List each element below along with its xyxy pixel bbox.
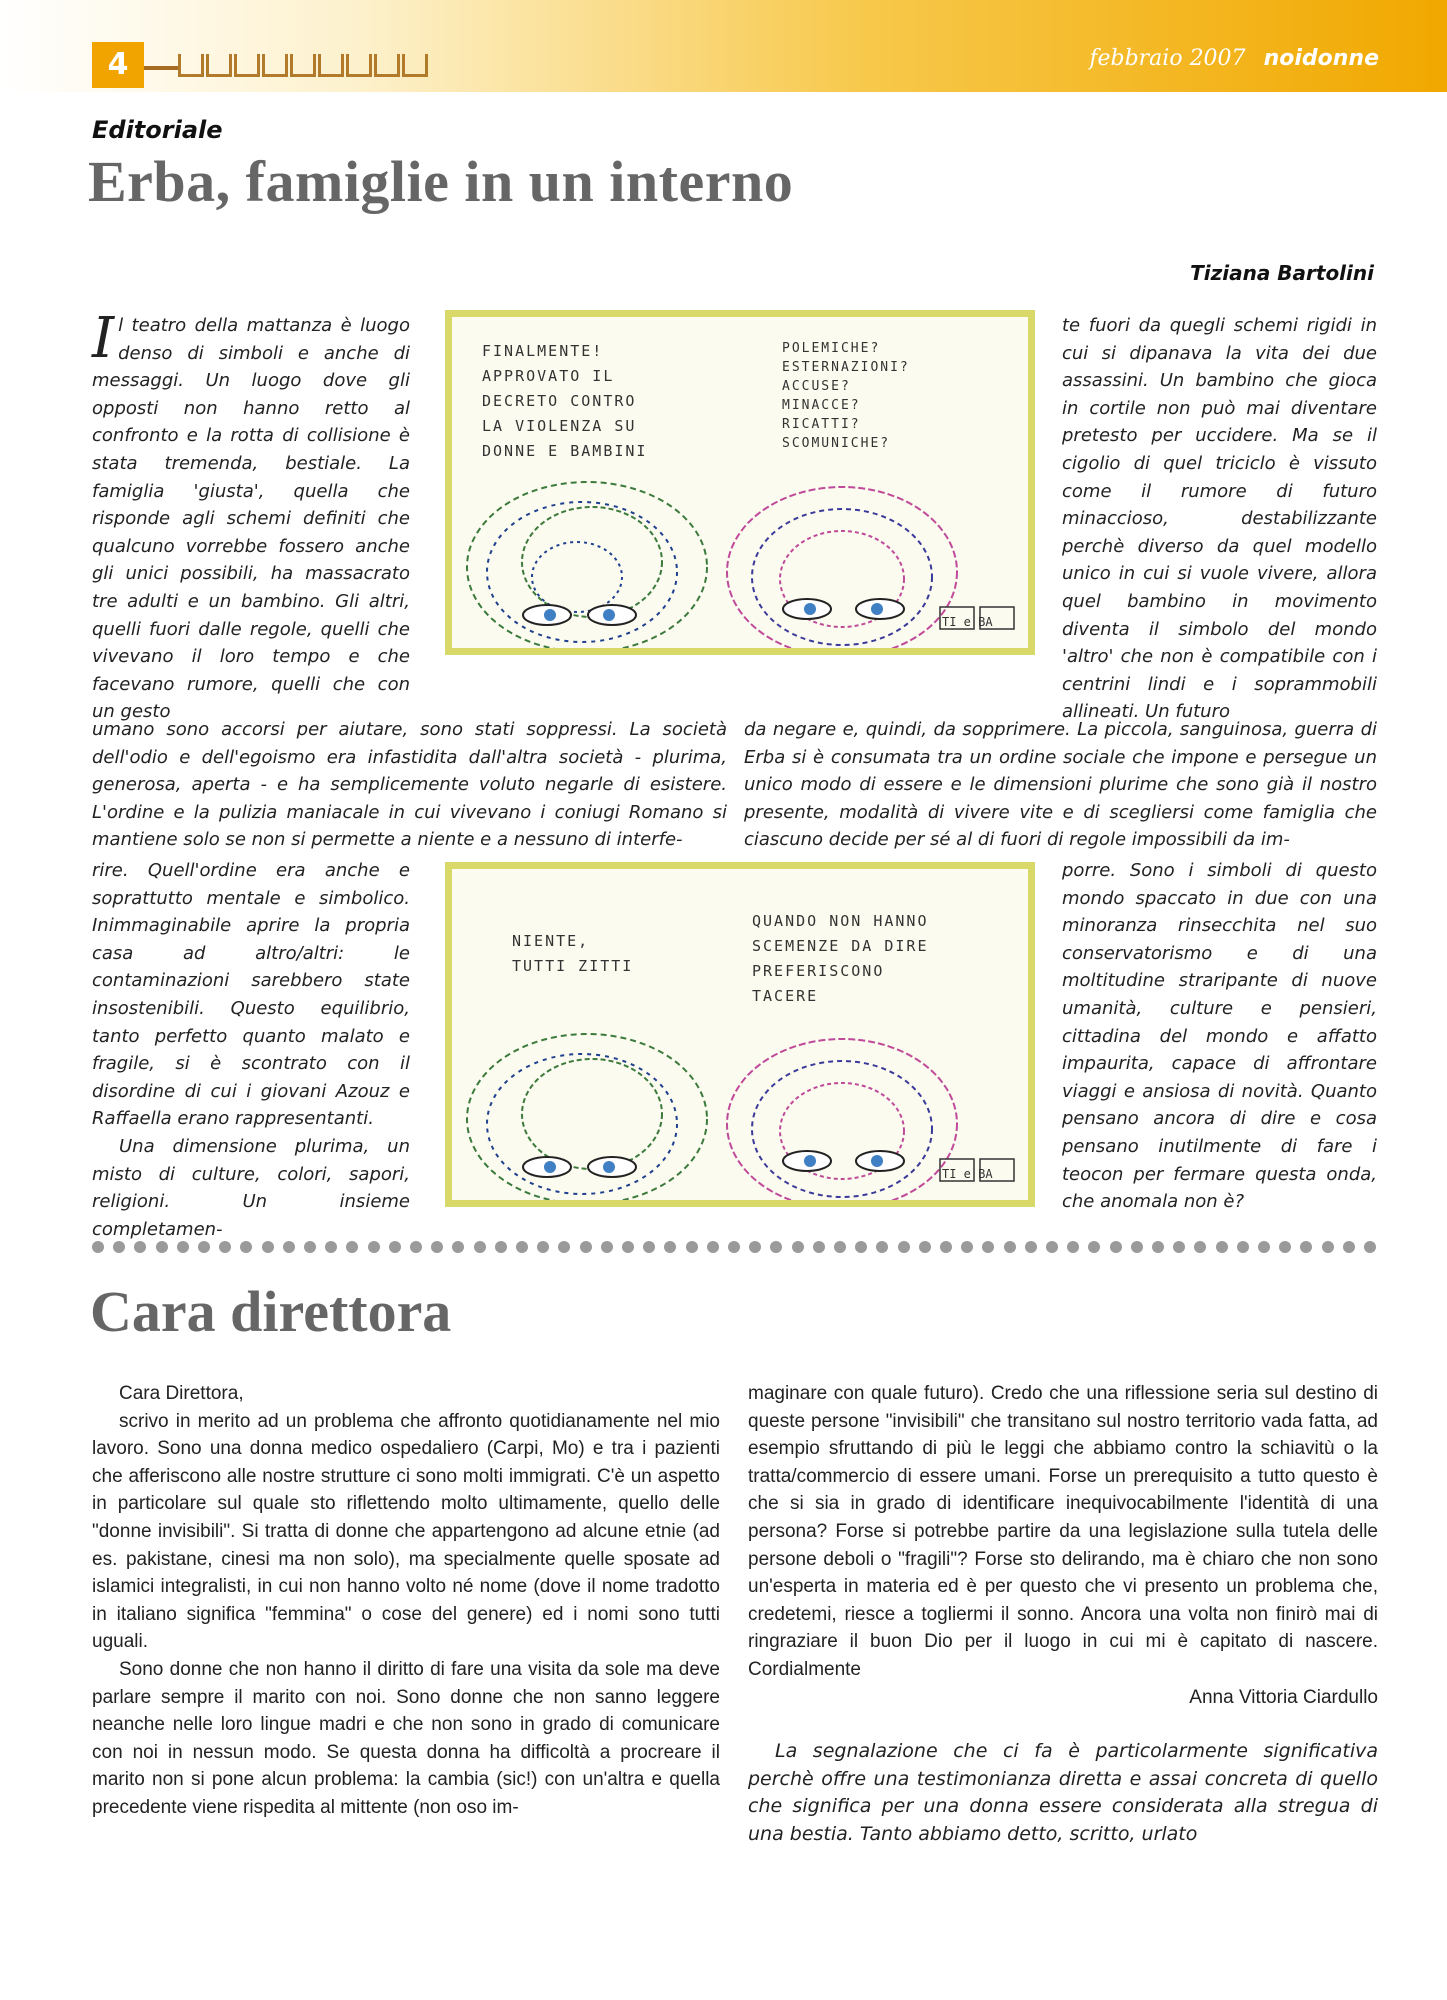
cartoon-1-right-text: POLEMICHE? ESTERNAZIONI? ACCUSE? MINACCE? RICATTI? SCOMUNICHE?	[782, 341, 910, 451]
divider-dot	[1131, 1241, 1143, 1253]
divider-dot	[919, 1241, 931, 1253]
divider-dot	[1025, 1241, 1037, 1253]
divider-dot	[792, 1241, 804, 1253]
divider-dot	[516, 1241, 528, 1253]
decorative-square-icon	[234, 54, 260, 77]
divider-dot	[1258, 1241, 1270, 1253]
decorative-square-icon	[318, 54, 344, 77]
divider-dot	[1300, 1241, 1312, 1253]
divider-dot	[1322, 1241, 1334, 1253]
divider-dot	[898, 1241, 910, 1253]
divider-dot	[1237, 1241, 1249, 1253]
cartoon-1-left-text: FINALMENTE! APPROVATO IL DECRETO CONTRO LA VIOLENZA SU DONNE E BAMBINI	[482, 342, 648, 460]
decorative-square-icon	[290, 54, 316, 77]
divider-dot	[707, 1241, 719, 1253]
editorial-author: Tiziana Bartolini	[1190, 261, 1374, 285]
editorial-title: Erba, famiglie in un interno	[88, 149, 794, 214]
divider-dot	[537, 1241, 549, 1253]
divider-dot	[558, 1241, 570, 1253]
paragraph: porre. Sono i simboli di questo mondo spaccato in due con una minoranza rinsecchita nel suo conservatorismo e di una moltitudine straripante di nuove umanità, culture e pensieri, cittadina del mondo e affatto impaurita, capace di affrontare viaggi e ansiosa di novità. Quanto pensano ancora di dire e cosa pensano inutilmente di fare i teocon per fermare questa onda, che anomala non è?	[1062, 860, 1377, 1213]
decorative-square-icon	[402, 54, 428, 77]
spacer	[748, 1711, 1378, 1738]
divider-dot	[198, 1241, 210, 1253]
divider-dot	[240, 1241, 252, 1253]
divider-dot	[601, 1241, 613, 1253]
divider-dot	[770, 1241, 782, 1253]
divider-dot	[113, 1241, 125, 1253]
divider-dot	[1152, 1241, 1164, 1253]
cartoon-2-right-text: QUANDO NON HANNO SCEMENZE DA DIRE PREFERISCONO TACERE	[752, 912, 929, 1005]
divider-dot	[686, 1241, 698, 1253]
divider-dot	[961, 1241, 973, 1253]
divider-dot	[368, 1241, 380, 1253]
cartoon-illustration	[452, 869, 1028, 1200]
paragraph: umano sono accorsi per aiutare, sono stati soppressi. La società dell'odio e dell'egoismo era infastidita dall'altra società - plurima, generosa, aperta - e ha semplicemente voluto negarle di esistere. L'ordine e la pulizia maniacale in cui vivevano i coniugi Romano si mantiene solo se non si permette a niente e a nessuno di interfe-	[92, 719, 727, 851]
divider-dot	[495, 1241, 507, 1253]
paragraph: Sono donne che non hanno il diritto di fare una visita da sole ma deve parlare sempre il marito con noi. Sono donne che non sanno leggere neanche nelle loro lingue madri e che non sono in grado di comunicare con noi in nessun modo. Se questa donna ha difficoltà a procreare il marito non si pone alcun problema: la cambia (sic!) con un'altra e quella precedente viene rispedita al mittente (non oso im-	[92, 1658, 720, 1818]
section-kicker: Editoriale	[92, 116, 223, 144]
divider-dot	[346, 1241, 358, 1253]
divider-dot	[389, 1241, 401, 1253]
divider-dot	[834, 1241, 846, 1253]
divider-dot	[410, 1241, 422, 1253]
paragraph: te fuori da quegli schemi rigidi in cui si dipanava la vita dei due assassini. Un bambino che gioca in cortile non può mai diventare pretesto per uccidere. Ma se il cigolio di quel triciclo è vissuto come il rumore di futuro minaccioso, destabilizzante perchè diverso da quel modello unico in cui si vuole vivere, allora quel bambino in movimento diventa il simbolo del mondo 'altro' che non è compatibile con i centrini lindi e i soprammobili allineati. Un futuro	[1062, 315, 1377, 723]
divider-dot	[92, 1241, 104, 1253]
header-brand: noidonne	[1263, 46, 1379, 71]
divider-dot	[156, 1241, 168, 1253]
divider-dot	[813, 1241, 825, 1253]
header-date: febbraio 2007	[1089, 46, 1246, 71]
divider-dot	[1216, 1241, 1228, 1253]
cartoon-2-signature: TI e BA	[942, 1167, 993, 1181]
header-rule	[144, 66, 178, 70]
divider-dot	[262, 1241, 274, 1253]
divider-dot	[622, 1241, 634, 1253]
paragraph: Una dimensione plurima, un misto di culture, colori, sapori, religioni. Un insieme completamen-	[92, 1135, 410, 1240]
divider-dot	[219, 1241, 231, 1253]
decorative-square-icon	[346, 54, 372, 77]
editorial-column-right-1	[1062, 312, 1377, 726]
divider-dot	[134, 1241, 146, 1253]
divider-dot	[855, 1241, 867, 1253]
divider-dot	[474, 1241, 486, 1253]
divider-dot	[177, 1241, 189, 1253]
divider-dot	[1279, 1241, 1291, 1253]
divider-dot	[452, 1241, 464, 1253]
divider-dot	[876, 1241, 888, 1253]
dotted-divider	[92, 1241, 1392, 1255]
letter-column-right	[748, 1380, 1378, 1849]
divider-dot	[1343, 1241, 1355, 1253]
cartoon-1-signature: TI e BA	[942, 615, 993, 629]
paragraph: l teatro della mattanza è luogo denso di simboli e anche di messaggi. Un luogo dove gli opposti non hanno retto al confronto e la rotta di collisione è stata tremenda, bestiale. La famiglia 'giusta', quella che risponde agli schemi definiti che qualcuno vorrebbe fossero anche gli unici possibili, ha massacrato tre adulti e un bambino. Gli altri, quelli fuori dalle regole, quelli che vivevano il loro tempo e che facevano rumore, quelli che con un gesto	[92, 315, 410, 723]
letter-signature: Anna Vittoria Ciardullo	[1189, 1686, 1378, 1708]
paragraph: rire. Quell'ordine era anche e soprattutto mentale e simbolico. Inimmaginabile aprire la propria casa ad altro/altri: le contaminazioni sarebbero state insostenibili. Questo equilibrio, tanto perfetto quanto malato e fragile, si è scontrato con il disordine di cui i giovani Azouz e Raffaella erano rappresentanti.	[92, 860, 410, 1130]
divider-dot	[283, 1241, 295, 1253]
letter-title: Cara direttora	[90, 1279, 452, 1344]
decorative-square-icon	[262, 54, 288, 77]
divider-dot	[1004, 1241, 1016, 1253]
divider-dot	[664, 1241, 676, 1253]
divider-dot	[1110, 1241, 1122, 1253]
divider-dot	[749, 1241, 761, 1253]
divider-dot	[982, 1241, 994, 1253]
divider-dot	[431, 1241, 443, 1253]
header-issue	[1089, 46, 1379, 71]
editorial-column-left-2	[92, 857, 410, 1243]
decorative-square-icon	[374, 54, 400, 77]
editorial-wide-right	[744, 716, 1377, 854]
divider-dot	[940, 1241, 952, 1253]
editor-reply: La segnalazione che ci fa è particolarmente significativa perchè offre una testimonianza diretta e assai concreta di quello che significa per una donna essere considerata alla stregua di una bestia. Tanto abbiamo detto, scritto, urlato	[748, 1740, 1378, 1845]
divider-dot	[1194, 1241, 1206, 1253]
divider-dot	[728, 1241, 740, 1253]
cartoon-2	[445, 862, 1035, 1207]
letter-column-left	[92, 1380, 720, 1822]
divider-dot	[1088, 1241, 1100, 1253]
divider-dot	[643, 1241, 655, 1253]
drop-cap: I	[92, 306, 115, 371]
cartoon-1	[445, 310, 1035, 655]
divider-dot	[1046, 1241, 1058, 1253]
editorial-wide-left	[92, 716, 727, 854]
paragraph: maginare con quale futuro). Credo che una riflessione seria sul destino di queste persone "invisibili" che transitano sul nostro territorio vada fatta, ad esempio sfruttando di più le leggi che abbiamo contro la schiavitù o la tratta/commercio di essere umani. Forse un prerequisito a tutto questo è che si sia in grado di identificare inequivocabilmente l'identità di una persona? Forse si potrebbe partire da una legislazione sulla tutela delle persone deboli o "fragili"? Forse sto delirando, ma è chiaro che non sono un'esperta in materia ed è per questo che vi presento un problema che, credetemi, riesce a togliermi il sonno. Ancora una volta non finirò mai di ringraziare il buon Dio per il luogo in cui mi è capitato di nascere. Cordialmente	[748, 1383, 1378, 1680]
page-number: 4	[92, 42, 144, 88]
divider-dot	[1067, 1241, 1079, 1253]
decorative-square-icon	[178, 54, 204, 77]
editorial-column-right-2	[1062, 857, 1377, 1216]
divider-dot	[304, 1241, 316, 1253]
cartoon-2-left-text: NIENTE, TUTTI ZITTI	[512, 932, 634, 975]
divider-dot	[1364, 1241, 1376, 1253]
decorative-square-icon	[206, 54, 232, 77]
divider-dot	[580, 1241, 592, 1253]
letter-salutation: Cara Direttora,	[119, 1383, 244, 1404]
paragraph: da negare e, quindi, da sopprimere. La piccola, sanguinosa, guerra di Erba si è consumata tra un ordine sociale che impone e persegue un unico modo di essere e le dimensioni plurime che sono già il nostro presente, modalità di vivere vite e di scegliersi come famiglia che ciascuno decide per sé al di fuori di regole impossibili da im-	[744, 719, 1377, 851]
divider-dot	[1173, 1241, 1185, 1253]
editorial-column-left-1	[92, 306, 410, 726]
divider-dot	[325, 1241, 337, 1253]
paragraph: scrivo in merito ad un problema che affronto quotidianamente nel mio lavoro. Sono una donna medico ospedaliero (Carpi, Mo) e tra i pazienti che afferiscono alle nostre strutture ci sono molti immigrati. C'è un aspetto in particolare sul quale sto riflettendo molto ultimamente, quello delle "donne invisibili". Si tratta di donne che appartengono ad alcune etnie (ad es. pakistane, cinesi ma non solo), ma specialmente quelle sposate ad islamici integralisti, in cui non hanno volto né nome (dove il nome tradotto in italiano significa "femmina" o cose del genere) ed i nomi sono tutti uguali.	[92, 1410, 720, 1653]
